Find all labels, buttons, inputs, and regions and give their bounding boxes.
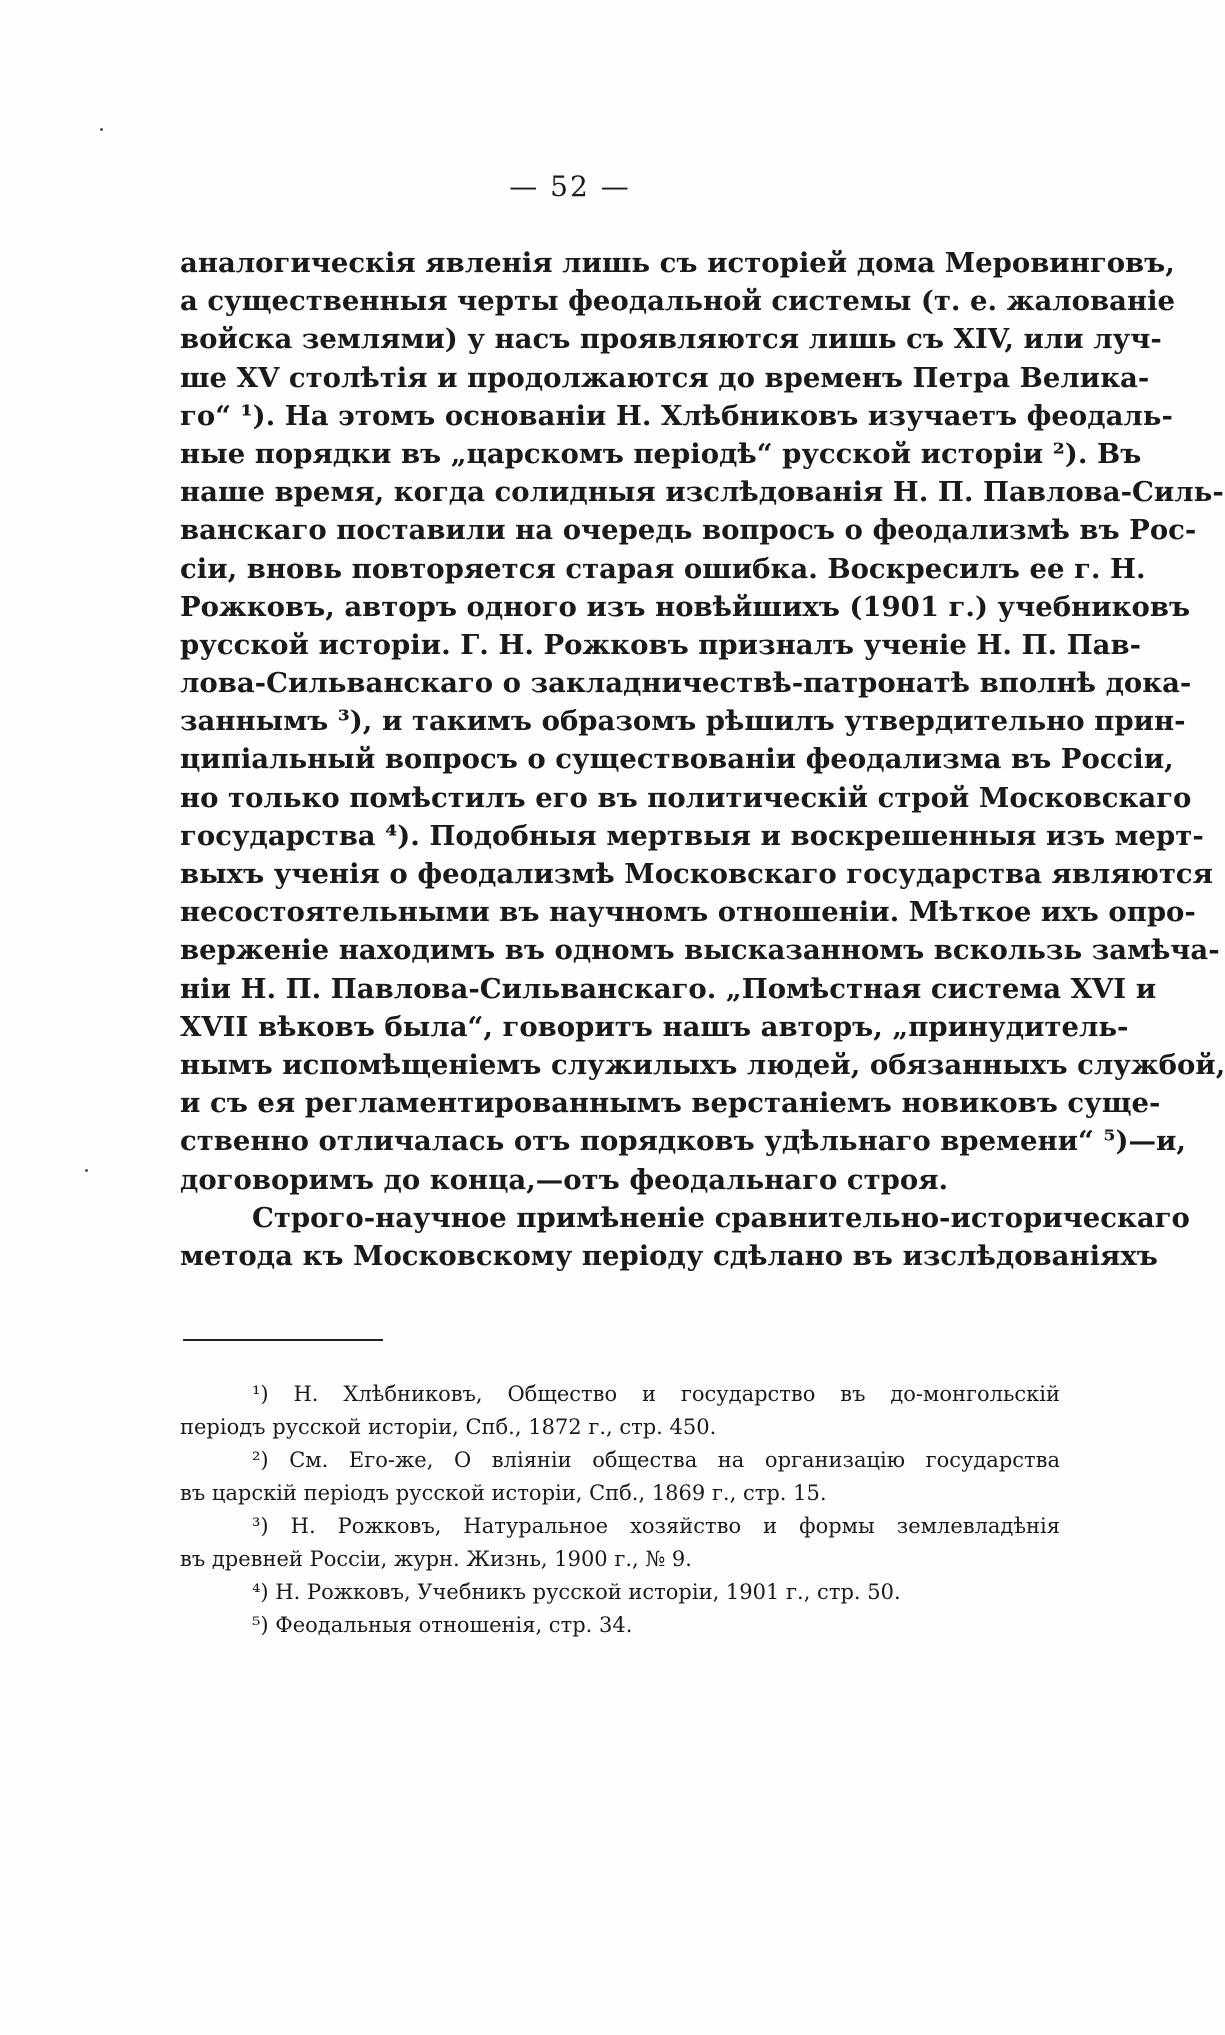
text-line: договоримъ до конца,—отъ феодальнаго строя. <box>180 1163 949 1196</box>
text-line: сіи, вновь повторяется старая ошибка. Воскресилъ ее г. Н. <box>180 552 1146 585</box>
text-line: ственно отличалась отъ порядковъ удѣльнаго времени“ ⁵)—и, <box>180 1125 1186 1158</box>
text-line: ванскаго поставили на очередь вопросъ о феодализмѣ въ Рос- <box>180 514 1197 547</box>
footnote-line: ¹) Н. Хлѣбниковъ, Общество и государство въ до-монгольскій <box>252 1382 1060 1406</box>
footnote-line: въ древней Россіи, журн. Жизнь, 1900 г., № 9. <box>180 1547 692 1571</box>
footnote-line: періодъ русской исторіи, Спб., 1872 г., стр. 450. <box>180 1415 717 1439</box>
text-line: и съ ея регламентированнымъ верстаніемъ новиковъ суще- <box>180 1087 1161 1120</box>
text-line: го“ ¹). На этомъ основаніи Н. Хлѣбниковъ изучаетъ феодаль- <box>180 399 1173 432</box>
text-line: ніи Н. П. Павлова-Сильванскаго. „Помѣстная система XVI и <box>180 972 1157 1005</box>
footnotes <box>180 1378 1060 1642</box>
text-line: а существенныя черты феодальной системы (т. е. жалованіе <box>180 285 1176 318</box>
footnote-line: въ царскій періодъ русской исторіи, Спб., 1869 г., стр. 15. <box>180 1481 827 1505</box>
text-line: но только помѣстилъ его въ политическій строй Московскаго <box>180 781 1192 814</box>
text-line: нымъ испомѣщеніемъ служилыхъ людей, обязанныхъ службой, <box>180 1048 1225 1081</box>
body-text <box>180 244 1225 1275</box>
text-line: русской исторіи. Г. Н. Рожковъ призналъ ученіе Н. П. Пав- <box>180 628 1142 661</box>
text-line: войска землями) у насъ проявляются лишь съ XIV, или луч- <box>180 323 1162 356</box>
text-line: ше XV столѣтія и продолжаются до временъ Петра Велика- <box>180 361 1150 394</box>
text-line: Строго-научное примѣненіе сравнительно-историческаго <box>252 1201 1190 1234</box>
text-line: верженіе находимъ въ одномъ высказанномъ вскользь замѣча- <box>180 934 1220 967</box>
text-line: Рожковъ, авторъ одного изъ новѣйшихъ (1901 г.) учебниковъ <box>180 590 1191 623</box>
text-line: несостоятельными въ научномъ отношеніи. Мѣткое ихъ опро- <box>180 896 1196 929</box>
text-line: выхъ ученія о феодализмѣ Московскаго государства являются <box>180 858 1213 890</box>
text-line: государства ⁴). Подобныя мертвыя и воскрешенныя изъ мерт- <box>180 819 1204 852</box>
text-line: метода къ Московскому періоду сдѣлано въ изслѣдованіяхъ <box>180 1239 1158 1272</box>
page-number: — 52 — <box>509 170 631 203</box>
scan-speck <box>100 128 103 131</box>
text-line: ципіальный вопросъ о существованіи феодализма въ Россіи, <box>180 743 1174 776</box>
footnote-line: ⁵) Феодальныя отношенія, стр. 34. <box>252 1613 633 1637</box>
footnote-line: ³) Н. Рожковъ, Натуральное хозяйство и формы землевладѣнія <box>252 1514 1060 1538</box>
text-line: XVII вѣковъ была“, говоритъ нашъ авторъ, „принудитель- <box>180 1010 1129 1043</box>
text-line: аналогическія явленія лишь съ исторіей дома Меровинговъ, <box>180 247 1175 279</box>
footnote-line: ⁴) Н. Рожковъ, Учебникъ русской исторіи, 1901 г., стр. 50. <box>252 1580 901 1604</box>
text-line: наше время, когда солидныя изслѣдованія Н. П. Павлова-Силь- <box>180 476 1224 509</box>
footnote-line: ²) См. Его-же, О вліяніи общества на организацію государства <box>252 1448 1060 1472</box>
footnote-separator <box>183 1339 383 1341</box>
text-line: заннымъ ³), и такимъ образомъ рѣшилъ утвердительно прин- <box>180 705 1186 738</box>
text-line: лова-Сильванскаго о закладничествѣ-патронатѣ вполнѣ дока- <box>180 667 1192 700</box>
text-line: ные порядки въ „царскомъ періодѣ“ русской исторіи ²). Въ <box>180 437 1142 470</box>
scan-speck <box>85 1169 88 1172</box>
